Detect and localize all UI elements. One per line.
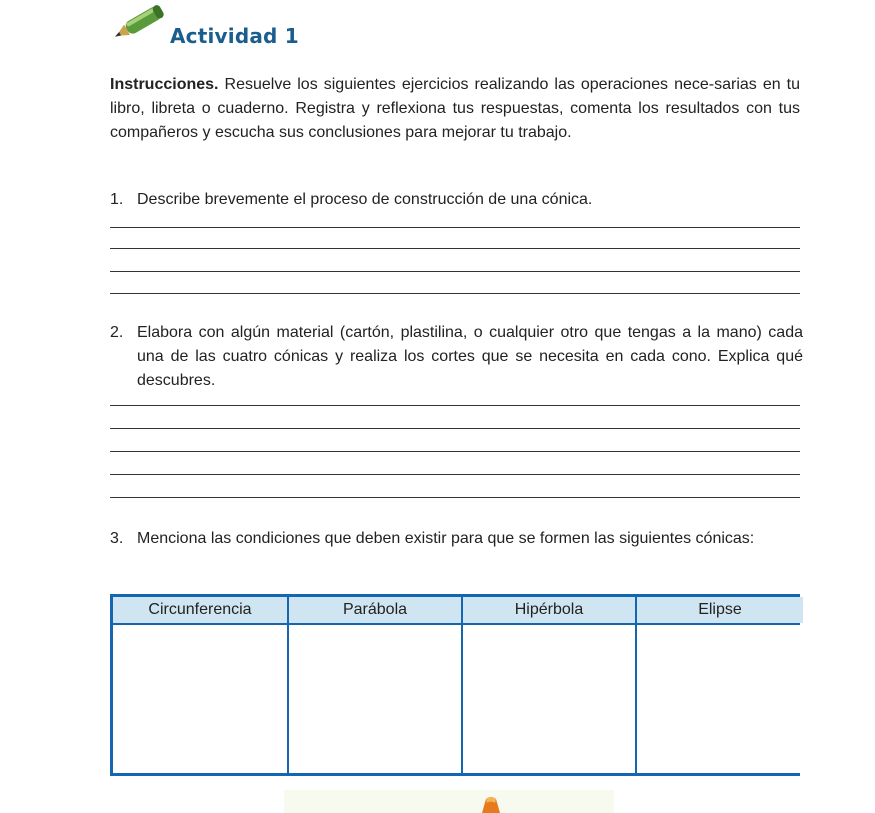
table-header-elipse: Elipse	[637, 597, 803, 623]
answer-line[interactable]	[110, 293, 800, 294]
question-2-text: Elabora con algún material (cartón, plastilina, o cualquier otro que tengas a la mano) cada una de las cuatro cónicas y realiza los cortes que se necesita en cada cono. Explica qué descubres.	[137, 324, 803, 389]
footer-strip	[284, 790, 614, 813]
answer-line[interactable]	[110, 227, 800, 228]
question-2-number: 2.	[110, 324, 124, 341]
instructions-label: Instrucciones.	[110, 76, 219, 93]
question-1-number: 1.	[110, 191, 124, 208]
question-3-text: Menciona las condiciones que deben existir para que se formen las siguientes cónicas:	[137, 530, 755, 547]
question-3-number: 3.	[110, 530, 124, 547]
table-header-hiperbola: Hipérbola	[463, 597, 635, 623]
footer-ornament-icon	[476, 795, 506, 813]
answer-line[interactable]	[110, 497, 800, 498]
answer-line[interactable]	[110, 428, 800, 429]
answer-line[interactable]	[110, 451, 800, 452]
answer-line[interactable]	[110, 474, 800, 475]
table-cell-parabola[interactable]	[289, 625, 461, 773]
answer-line[interactable]	[110, 405, 800, 406]
conics-table	[110, 594, 800, 776]
answer-line[interactable]	[110, 271, 800, 272]
pen-icon	[110, 0, 172, 48]
instructions-paragraph	[110, 73, 800, 145]
table-header-circunferencia: Circunferencia	[113, 597, 287, 623]
activity-title: Actividad 1	[170, 24, 299, 48]
table-cell-elipse[interactable]	[637, 625, 803, 773]
question-1-text: Describe brevemente el proceso de construcción de una cónica.	[137, 191, 593, 208]
instructions-text: Resuelve los siguientes ejercicios realizando las operaciones nece-sarias en tu libro, libreta o cuaderno. Registra y reflexiona tus respuestas, comenta los resultados con tus compañeros y escucha sus conclusiones para mejorar tu trabajo.	[110, 76, 800, 141]
table-cell-hiperbola[interactable]	[463, 625, 635, 773]
table-cell-circunferencia[interactable]	[113, 625, 287, 773]
answer-line[interactable]	[110, 248, 800, 249]
table-header-parabola: Parábola	[289, 597, 461, 623]
